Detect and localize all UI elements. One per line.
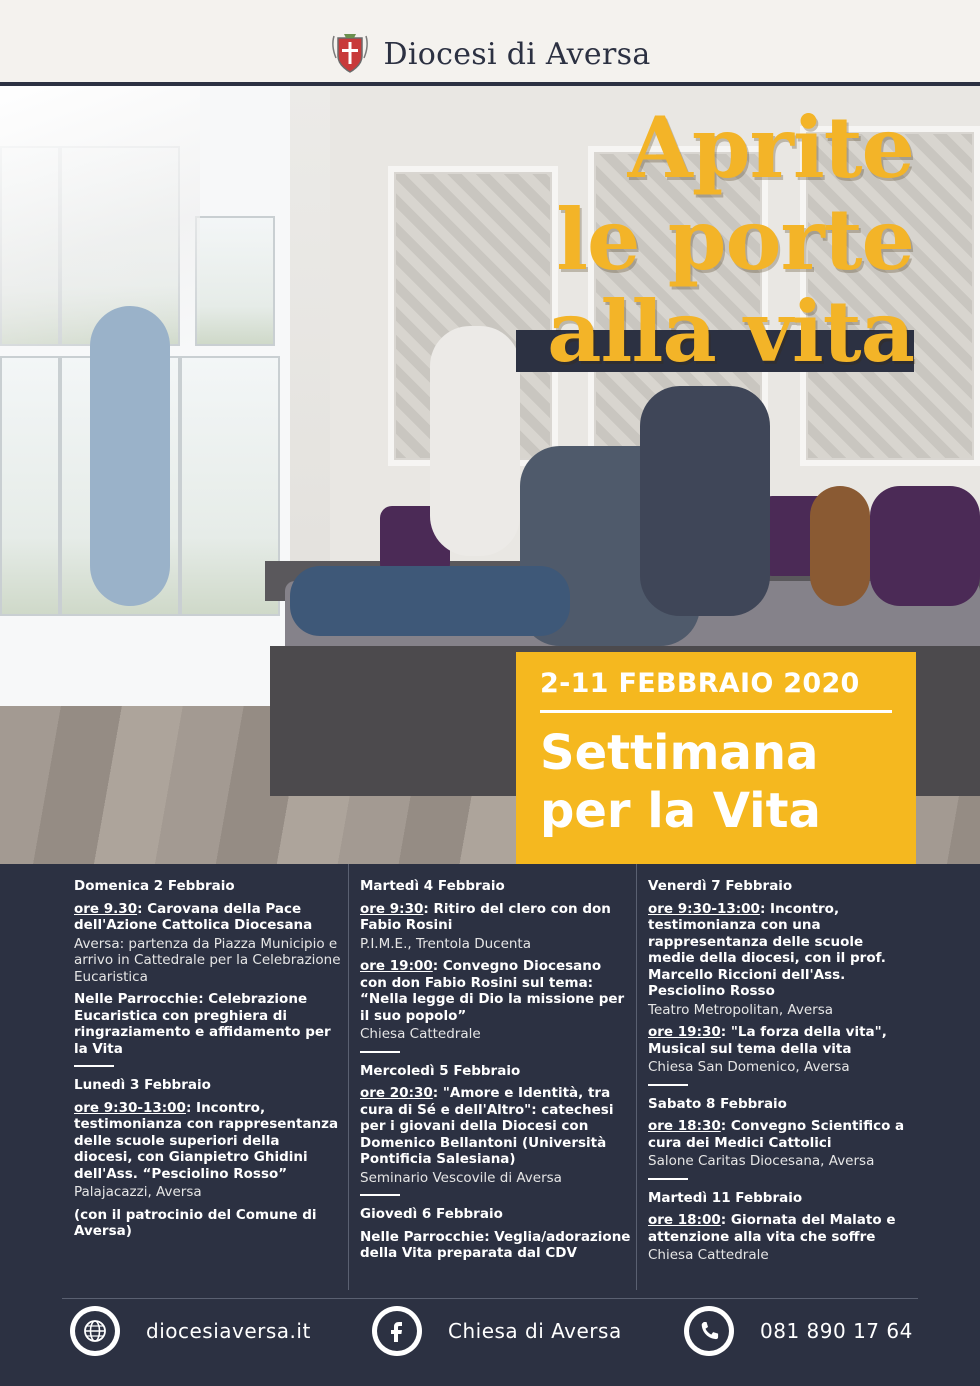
event-time: ore 18:00 xyxy=(648,1212,721,1228)
title-line-3: alla vita xyxy=(547,282,914,381)
event-time: ore 9:30 xyxy=(360,900,424,917)
event-date-block xyxy=(516,652,916,864)
event-entry xyxy=(74,901,342,934)
date-divider xyxy=(540,710,892,713)
event-place: Teatro Metropolitan, Aversa xyxy=(648,1001,834,1018)
facebook-icon xyxy=(372,1306,422,1356)
programme-column-3 xyxy=(648,878,910,1270)
event-time: ore 18:30 xyxy=(648,1118,721,1134)
event-time: ore 9.30 xyxy=(74,900,138,917)
event-description: : "La forza della vita", Musical sul tema della vita xyxy=(648,1024,887,1057)
event-dates: 2-11 FEBBRAIO 2020 xyxy=(540,668,860,699)
column-divider xyxy=(636,864,637,1290)
facebook-text: Chiesa di Aversa xyxy=(448,1319,622,1343)
event-note: Nelle Parrocchie: Celebrazione Eucaristica con preghiera di ringraziamento e affidamento per la Vita xyxy=(74,991,331,1057)
event-description: : Ritiro del clero con don Fabio Rosini xyxy=(360,900,611,933)
event-place: Aversa: partenza da Piazza Municipio e arrivo in Cattedrale per la Celebrazione Eucaristica xyxy=(74,935,341,985)
day-heading: Lunedì 3 Febbraio xyxy=(74,1077,211,1093)
event-time: ore 9:30-13:00 xyxy=(648,900,760,917)
header-brand xyxy=(0,32,980,76)
website-text: diocesiaversa.it xyxy=(146,1319,311,1343)
event-entry xyxy=(360,1085,632,1168)
event-entry xyxy=(360,958,632,1024)
day-heading: Martedì 11 Febbraio xyxy=(648,1189,803,1206)
phone-link[interactable] xyxy=(684,1306,913,1356)
event-description: : Incontro, testimonianza con una rappresentanza delle scuole medie della diocesi, con il prof. Marcello Riccioni dell'Ass. Pesciolino Rosso xyxy=(648,900,886,999)
event-description: : Carovana della Pace dell'Azione Cattolica Diocesana xyxy=(74,900,313,933)
curtain xyxy=(0,86,200,346)
phone-text: 081 890 17 64 xyxy=(760,1319,913,1343)
day-heading: Domenica 2 Febbraio xyxy=(74,878,235,894)
poster-title xyxy=(547,98,914,381)
day-heading: Martedì 4 Febbraio xyxy=(360,878,505,894)
father-legs xyxy=(290,566,570,636)
title-line-1: Aprite xyxy=(627,98,914,197)
separator xyxy=(648,1084,688,1086)
event-place: Seminario Vescovile di Aversa xyxy=(360,1169,562,1186)
mother xyxy=(640,386,770,616)
separator xyxy=(360,1194,400,1196)
separator xyxy=(74,1065,114,1067)
event-place: Salone Caritas Diocesana, Aversa xyxy=(648,1153,875,1169)
day-heading: Sabato 8 Febbraio xyxy=(648,1095,787,1112)
event-description: : Giornata del Malato e attenzione alla vita che soffre xyxy=(648,1212,896,1245)
day-heading: Mercoledì 5 Febbraio xyxy=(360,1062,521,1079)
event-description: : "Amore e Identità, tra cura di Sé e dell'Altro": catechesi per i giovani della Diocesi con Domenico Bellantoni (Università Pontificia Salesiana) xyxy=(360,1085,614,1167)
event-description: : Incontro, testimonianza con rappresentanza delle scuole superiori della diocesi, con Gianpietro Ghidini dell'Ass. “Pesciolino Rosso” xyxy=(74,1099,339,1182)
event-entry xyxy=(360,901,632,934)
separator xyxy=(648,1178,688,1180)
event-time: ore 9:30-13:00 xyxy=(74,1099,186,1116)
event-note: Nelle Parrocchie: Veglia/adorazione della Vita preparata dal CDV xyxy=(360,1228,631,1261)
event-note: (con il patrocinio del Comune di Aversa) xyxy=(74,1206,317,1239)
day-heading: Giovedì 6 Febbraio xyxy=(360,1206,503,1222)
girl xyxy=(430,326,520,556)
ukulele xyxy=(810,486,870,606)
event-entry xyxy=(74,1100,342,1183)
event-time: ore 20:30 xyxy=(360,1085,433,1101)
facebook-link[interactable] xyxy=(372,1306,622,1356)
event-time: ore 19:00 xyxy=(360,958,433,974)
event-place: Palajacazzi, Aversa xyxy=(74,1184,202,1200)
event-place: Chiesa Cattedrale xyxy=(648,1247,769,1263)
event-place: P.I.M.E., Trentola Ducenta xyxy=(360,935,531,952)
footer-divider xyxy=(62,1298,918,1299)
column-divider xyxy=(348,864,349,1290)
diocese-crest-icon xyxy=(330,32,370,76)
programme xyxy=(62,864,918,1290)
event-entry xyxy=(648,1212,910,1245)
footer xyxy=(62,1302,918,1362)
website-link[interactable] xyxy=(70,1306,311,1356)
phone-icon xyxy=(684,1306,734,1356)
event-name-line-2: per la Vita xyxy=(540,783,821,839)
event-place: Chiesa Cattedrale xyxy=(360,1026,481,1042)
title-line-2: le porte xyxy=(556,190,914,289)
org-name: Diocesi di Aversa xyxy=(383,36,651,72)
separator xyxy=(360,1051,400,1053)
event-description: : Convegno Scientifico a cura dei Medici Cattolici xyxy=(648,1118,905,1151)
event-name-line-1: Settimana xyxy=(540,725,819,781)
boy xyxy=(90,306,170,606)
globe-icon xyxy=(70,1306,120,1356)
header xyxy=(0,0,980,84)
event-place: Chiesa San Domenico, Aversa xyxy=(648,1059,850,1075)
event-entry xyxy=(648,901,910,1000)
programme-column-1 xyxy=(74,878,342,1246)
event-description: : Convegno Diocesano con don Fabio Rosini sul tema: “Nella legge di Dio la missione per il suo popolo” xyxy=(360,958,625,1024)
day-heading: Venerdì 7 Febbraio xyxy=(648,878,793,894)
event-time: ore 19:30 xyxy=(648,1024,721,1040)
programme-column-2 xyxy=(360,878,632,1268)
event-entry xyxy=(648,1024,910,1057)
event-entry xyxy=(648,1118,910,1151)
